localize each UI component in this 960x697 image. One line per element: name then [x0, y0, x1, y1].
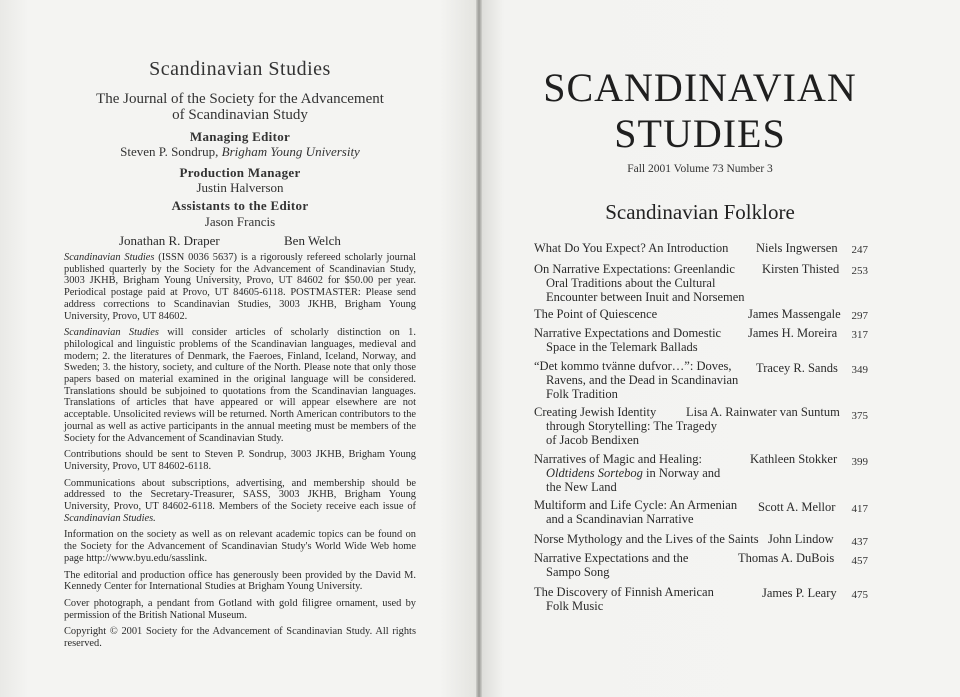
toc-author: Kathleen Stokker: [750, 452, 838, 466]
toc-title: The Point of Quiescence: [534, 307, 658, 321]
toc-page: 247: [851, 244, 868, 256]
toc-page: 375: [851, 410, 868, 422]
managing-editor-name: Steven P. Sondrup,: [120, 144, 219, 159]
notice-publication: Scandinavian Studies (ISSN 0036 5637) is a rigorously refereed scholarly journal published quarterly by the Society for the Advancement of Scandinavian Study, 3003 JKHB, Brigham Young University, Provo, UT 84602 for $50.00 per year. Periodical postage paid at Provo, UT 84605-6118. POSTMASTER: Please send address corrections to Scandinavian Studies, 3003 JKHB, Brigham Young University, Provo, UT 84602.: [64, 252, 416, 322]
issue-theme: Scandinavian Folklore: [605, 200, 795, 224]
production-manager-name: Justin Halverson: [196, 180, 284, 195]
toc-page: 317: [851, 329, 868, 341]
toc-page: 349: [851, 364, 868, 376]
toc-author: John Lindow: [768, 532, 834, 546]
toc-page: 297: [851, 310, 868, 322]
journal-subtitle-line2: of Scandinavian Study: [172, 107, 308, 123]
toc-page: 437: [851, 536, 868, 548]
toc-author: James H. Moreira: [748, 326, 838, 340]
toc-author: James Massengale: [748, 307, 841, 321]
production-manager-label: Production Manager: [179, 165, 301, 180]
toc-title: Norse Mythology and the Lives of the Saints: [534, 532, 759, 546]
notice-scope-journal: Scandinavian Studies: [64, 327, 159, 339]
notice-copyright: Copyright © 2001 Society for the Advancement of Scandinavian Study. All rights reserved.: [64, 626, 416, 650]
toc-page: 399: [851, 456, 868, 468]
notice-publication-journal: Scandinavian Studies: [64, 252, 155, 263]
toc-author: Kirsten Thisted: [762, 262, 840, 276]
assistant-2: Jonathan R. Draper: [119, 233, 220, 248]
toc-author: Niels Ingwersen: [756, 241, 838, 255]
toc-page: 253: [851, 265, 868, 277]
journal-subtitle-line1: The Journal of the Society for the Advancement: [96, 91, 384, 107]
toc-author: Tracey R. Sands: [756, 361, 838, 375]
notice-contributions: Contributions should be sent to Steven P. Sondrup, 3003 JKHB, Brigham Young University, Provo, UT 84602-6118.: [64, 449, 416, 472]
toc-author: Lisa A. Rainwater van Suntum: [686, 405, 840, 419]
cover-title-line2: STUDIES: [614, 111, 786, 156]
toc-page: 457: [851, 555, 868, 567]
toc-page: 417: [851, 503, 868, 515]
toc-page: 475: [851, 589, 868, 601]
assistants-label: Assistants to the Editor: [171, 198, 309, 213]
assistant-1: Jason Francis: [204, 214, 276, 229]
masthead-notices: [64, 252, 416, 655]
toc-title: Narratives of Magic and Healing: Oldtidens Sortebog in Norway and the New Land: [534, 452, 721, 494]
toc-title: “Det kommo tvänne dufvor…”: Doves, Ravens, and the Dead in Scandinavian Folk Tradition: [534, 359, 739, 401]
toc-title: The Discovery of Finnish American Folk Music: [534, 585, 714, 613]
toc-title: Creating Jewish Identity through Storytelling: The Tragedy of Jacob Bendixen: [534, 405, 717, 447]
assistant-3: Ben Welch: [284, 233, 341, 248]
toc-title: Narrative Expectations and Domestic Space in the Telemark Ballads: [534, 326, 722, 354]
cover-title-line1: SCANDINAVIAN: [543, 65, 857, 110]
notice-web: Information on the society as well as on relevant academic topics can be found on the Society for the Advancement of Scandinavian Study's World Wide Web home page http://www.byu.edu/sasslink.: [64, 529, 416, 564]
toc-title: Narrative Expectations and the Sampo Song: [534, 551, 689, 579]
notice-office: The editorial and production office has generously been provided by the David M. Kennedy Center for International Studies at Brigham Young University.: [64, 569, 416, 593]
toc-author: Thomas A. DuBois: [738, 551, 835, 565]
toc-author: Scott A. Mellor: [758, 500, 836, 514]
notice-scope: Scandinavian Studies will consider articles of scholarly distinction on 1. philological and linguistic problems of the Scandinavian languages, medieval and modern; 2. the literatures of Denmark, the Faeroes, Finland, Iceland, Norway, and Sweden; 3. the history, society, and culture of the North. Please note that only those papers based on material examined in the original language will be considered. Translations should be subjoined to quotations from the Scandinavian languages. Translations of articles that have appeared or will appear elsewhere are not acceptable. Unsolicited reviews will be returned. North American contributors to the journal as well as active participants in the annual meeting must be members of the Society for the Advancement of Scandinavian Study.: [64, 327, 416, 444]
notice-subscriptions: Communications about subscriptions, advertising, and membership should be addressed to the Secretary-Treasurer, SASS, 3003 JKHB, Brigham Young University, Provo, UT 84602-6118. Members of the Society receive each issue of Scandinavian Studies.: [64, 477, 416, 524]
toc-title: What Do You Expect? An Introduction: [534, 241, 729, 255]
issue-info: Fall 2001 Volume 73 Number 3: [627, 163, 773, 175]
managing-editor-label: Managing Editor: [189, 129, 291, 144]
toc-title: Multiform and Life Cycle: An Armenian and a Scandinavian Narrative: [534, 498, 738, 526]
toc-title: On Narrative Expectations: Greenlandic Oral Traditions about the Cultural Encounter between Inuit and Norsemen: [534, 262, 745, 304]
managing-editor: [40, 144, 440, 160]
notice-cover: Cover photograph, a pendant from Gotland with gold filigree ornament, used by permission of the British National Museum.: [64, 597, 416, 621]
journal-title: Scandinavian Studies: [149, 58, 331, 80]
managing-editor-affiliation: Brigham Young University: [221, 144, 360, 159]
toc-author: James P. Leary: [762, 586, 837, 600]
